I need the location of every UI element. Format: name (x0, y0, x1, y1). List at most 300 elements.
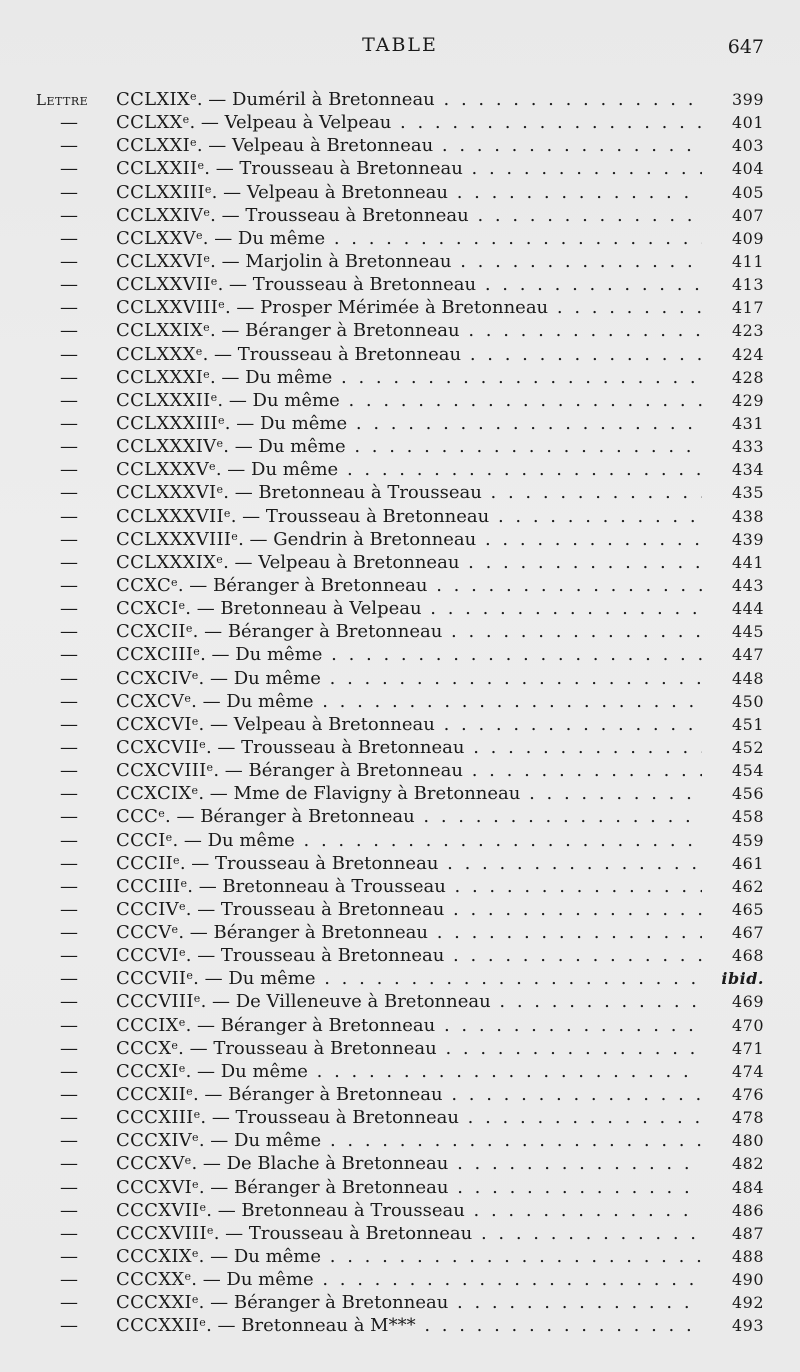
ordinal-suffix: e (199, 1200, 207, 1214)
letter-number (116, 830, 172, 851)
toc-entry (36, 829, 764, 852)
letter-number (116, 945, 186, 966)
entry-title (116, 990, 702, 1013)
letter-number (116, 1177, 199, 1198)
page-reference: 431 (731, 413, 764, 433)
ditto-dash: — (60, 1153, 78, 1175)
correspondents: . — Du même (198, 1246, 322, 1268)
toc-entry (36, 1152, 764, 1175)
roman-numeral: CCLXXXII (116, 389, 211, 411)
page-reference: 411 (731, 251, 764, 271)
letter-number (116, 552, 223, 573)
roman-numeral: CCCXIV (116, 1130, 193, 1152)
ditto-dash: — (60, 1246, 78, 1268)
entry-title (116, 319, 702, 342)
toc-entry (36, 528, 764, 551)
toc-entry (36, 1314, 764, 1337)
page-reference: 448 (731, 668, 764, 688)
correspondents: . — Bretonneau à Trousseau (187, 875, 446, 897)
page-reference: ibid. (721, 969, 764, 989)
page-reference: 488 (731, 1247, 764, 1267)
ordinal-suffix: e (203, 251, 211, 265)
entry-title (116, 88, 702, 111)
series-word: Lettre (36, 91, 89, 109)
letter-number (116, 482, 223, 503)
ditto-dash: — (60, 1060, 78, 1082)
page-reference: 474 (731, 1061, 764, 1081)
ditto-dash: — (60, 366, 78, 388)
ditto-dash: — (60, 412, 78, 434)
ditto-dash: — (60, 343, 78, 365)
letter-number (116, 390, 217, 411)
letter-number (116, 760, 213, 781)
roman-numeral: CCLXXXIX (116, 551, 217, 573)
ordinal-suffix: e (192, 1131, 199, 1145)
ordinal-suffix: e (195, 228, 203, 242)
toc-entry (36, 204, 764, 227)
letter-number (116, 783, 198, 804)
ditto-dash: — (60, 1315, 78, 1337)
ordinal-suffix: e (171, 575, 178, 589)
entry-title (116, 875, 702, 898)
roman-numeral: CCXCVII (116, 736, 200, 758)
entry-title (116, 805, 702, 828)
ordinal-suffix: e (165, 830, 173, 844)
ditto-dash: — (60, 1199, 78, 1221)
ditto-dash: — (60, 551, 78, 573)
entry-title (116, 1129, 702, 1152)
entry-title (116, 157, 702, 180)
ordinal-suffix: e (223, 506, 231, 520)
page-reference: 468 (731, 946, 764, 966)
page-reference: 484 (731, 1177, 764, 1197)
ordinal-suffix: e (184, 1270, 192, 1284)
ordinal-suffix: e (171, 923, 179, 937)
table-of-contents (36, 88, 764, 1338)
page-reference: 441 (731, 552, 764, 572)
letter-number (116, 668, 199, 689)
ditto-dash: — (60, 644, 78, 666)
toc-entry (36, 551, 764, 574)
roman-numeral: CCCXXI (116, 1292, 192, 1314)
roman-numeral: CCCIX (116, 1014, 179, 1036)
correspondents: . — Béranger à Bretonneau (192, 1084, 443, 1106)
toc-entry (36, 250, 764, 273)
letter-number (116, 1061, 186, 1082)
roman-numeral: CCCXI (116, 1060, 179, 1082)
ditto-dash: — (60, 829, 78, 851)
toc-entry (36, 1199, 764, 1222)
toc-entry (36, 1060, 764, 1083)
page-number: 647 (727, 36, 764, 58)
roman-numeral: CCLXXXVI (116, 482, 217, 504)
toc-entry (36, 227, 764, 250)
correspondents: . — Du même (198, 1130, 322, 1152)
toc-entry (36, 157, 764, 180)
ordinal-suffix: e (171, 1038, 179, 1052)
entry-title (116, 181, 702, 204)
correspondents: . — Velpeau à Bretonneau (223, 551, 460, 573)
roman-numeral: CCXC (116, 574, 172, 596)
letter-number (116, 991, 201, 1012)
toc-entry (36, 1129, 764, 1152)
ordinal-suffix: e (195, 344, 203, 358)
correspondents: . — Prosper Mérimée à Bretonneau (224, 297, 549, 319)
correspondents: . — Trousseau à Bretonneau (217, 274, 477, 296)
entry-title (116, 921, 702, 944)
letter-number (116, 806, 165, 827)
toc-entry (36, 1014, 764, 1037)
correspondents: . — Béranger à Bretonneau (198, 1292, 449, 1314)
page-reference: 433 (731, 437, 764, 457)
letter-number (116, 205, 210, 226)
entry-title (116, 1245, 702, 1268)
letter-number (116, 922, 178, 943)
entry-title (116, 690, 702, 713)
ditto-dash: — (60, 713, 78, 735)
page-reference: 462 (731, 876, 764, 896)
ditto-dash: — (60, 760, 78, 782)
ditto-dash: — (60, 135, 78, 157)
letter-number (116, 320, 210, 341)
roman-numeral: CCXCV (116, 690, 185, 712)
page-reference: 447 (731, 645, 764, 665)
letter-number (116, 1269, 191, 1290)
page-reference: 459 (731, 830, 764, 850)
roman-numeral: CCLXXI (116, 135, 191, 157)
page-reference: 456 (731, 784, 764, 804)
correspondents: . — Béranger à Bretonneau (185, 1014, 436, 1036)
letter-number (116, 1153, 191, 1174)
toc-entry (36, 343, 764, 366)
ordinal-suffix: e (158, 807, 166, 821)
letter-number (116, 714, 199, 735)
correspondents: . — Trousseau à Bretonneau (200, 1107, 459, 1129)
ditto-dash: — (60, 852, 78, 874)
toc-entry (36, 852, 764, 875)
toc-entry (36, 319, 764, 342)
toc-entry (36, 1037, 764, 1060)
correspondents: . — Trousseau à Bretonneau (178, 1037, 437, 1059)
toc-entry (36, 875, 764, 898)
correspondents: . — Du même (223, 436, 346, 458)
roman-numeral: CCCXIII (116, 1107, 194, 1129)
ditto-dash: — (60, 204, 78, 226)
toc-entry (36, 713, 764, 736)
ordinal-suffix: e (178, 946, 186, 960)
ordinal-suffix: e (210, 390, 218, 404)
roman-numeral: CCLXXXV (116, 459, 210, 481)
letter-number (116, 1315, 206, 1336)
page-reference: 445 (731, 622, 764, 642)
ordinal-suffix: e (186, 969, 194, 983)
page-reference: 471 (731, 1038, 764, 1058)
toc-entry (36, 667, 764, 690)
page-reference: 476 (731, 1085, 764, 1105)
letter-number (116, 297, 225, 318)
correspondents: . — Du même (185, 1060, 308, 1082)
letter-number (116, 853, 180, 874)
ditto-dash: — (60, 181, 78, 203)
entry-title (116, 343, 702, 366)
roman-numeral: CCCXVI (116, 1176, 193, 1198)
roman-numeral: CCLXXXIII (116, 412, 218, 434)
entry-title (116, 620, 702, 643)
correspondents: . — Velpeau à Velpeau (189, 112, 392, 134)
roman-numeral: CCLXXV (116, 227, 196, 249)
letter-number (116, 344, 203, 365)
ditto-dash: — (60, 1014, 78, 1036)
correspondents: . — Velpeau à Bretonneau (198, 713, 435, 735)
page-reference: 490 (731, 1270, 764, 1290)
roman-numeral: CCC (116, 806, 159, 828)
ordinal-suffix: e (217, 413, 225, 427)
correspondents: . — Trousseau à Bretonneau (185, 945, 445, 967)
ditto-dash: — (60, 227, 78, 249)
page-reference: 480 (731, 1131, 764, 1151)
ordinal-suffix: e (185, 622, 193, 636)
toc-entry (36, 1176, 764, 1199)
roman-numeral: CCLXXII (116, 158, 198, 180)
toc-entry (36, 690, 764, 713)
letter-number (116, 644, 200, 665)
roman-numeral: CCLXXIII (116, 181, 205, 203)
correspondents: . — Du même (200, 644, 323, 666)
ordinal-suffix: e (191, 668, 199, 682)
ordinal-suffix: e (178, 599, 186, 613)
roman-numeral: CCCV (116, 922, 172, 944)
ordinal-suffix: e (191, 1293, 199, 1307)
ordinal-suffix: e (190, 90, 197, 103)
entry-title (116, 1083, 702, 1106)
page-reference: 458 (731, 807, 764, 827)
correspondents: . — Trousseau à Bretonneau (230, 505, 490, 527)
series-label (36, 88, 114, 112)
toc-entry (36, 1291, 764, 1314)
roman-numeral: CCLXXXVII (116, 505, 224, 527)
roman-numeral: CCLXXIV (116, 204, 204, 226)
entry-title (116, 643, 702, 666)
ditto-dash: — (60, 1130, 78, 1152)
letter-number (116, 112, 189, 133)
toc-entry (36, 898, 764, 921)
ditto-dash: — (60, 898, 78, 920)
page-reference: 465 (731, 899, 764, 919)
entry-title (116, 389, 702, 412)
entry-title (116, 1314, 702, 1337)
entry-title (116, 967, 702, 990)
entry-title (116, 829, 702, 852)
correspondents: . — Du même (191, 1269, 314, 1291)
entry-title (116, 250, 702, 273)
letter-number (116, 876, 187, 897)
letter-number (116, 1292, 199, 1313)
roman-numeral: CCCX (116, 1037, 172, 1059)
page-reference: 428 (731, 367, 764, 387)
ordinal-suffix: e (206, 761, 214, 775)
roman-numeral: CCCXV (116, 1153, 185, 1175)
entry-title (116, 852, 702, 875)
ordinal-suffix: e (184, 1154, 192, 1168)
entry-title (116, 528, 702, 551)
toc-entry (36, 111, 764, 134)
ordinal-suffix: e (193, 992, 201, 1006)
letter-number (116, 1015, 186, 1036)
toc-entry (36, 181, 764, 204)
correspondents: . — Mme de Flavigny à Bretonneau (198, 783, 521, 805)
correspondents: . — Du même (217, 389, 340, 411)
page-reference: 403 (731, 136, 764, 156)
letter-number (116, 251, 210, 272)
page-reference: 451 (731, 714, 764, 734)
letter-number (116, 1200, 206, 1221)
ordinal-suffix: e (191, 784, 199, 798)
entry-title (116, 204, 702, 227)
ordinal-suffix: e (191, 1247, 199, 1261)
toc-entry (36, 921, 764, 944)
page-reference: 423 (731, 321, 764, 341)
entry-title (116, 1037, 702, 1060)
letter-number (116, 182, 212, 203)
page-reference: 409 (731, 228, 764, 248)
roman-numeral: CCCVI (116, 945, 179, 967)
page-reference: 405 (731, 182, 764, 202)
toc-entry (36, 597, 764, 620)
letter-number (116, 228, 203, 249)
ordinal-suffix: e (178, 1015, 186, 1029)
ordinal-suffix: e (173, 853, 180, 867)
correspondents: . — Gendrin à Bretonneau (238, 528, 477, 550)
toc-entry (36, 412, 764, 435)
entry-title (116, 1176, 702, 1199)
ordinal-suffix: e (191, 714, 199, 728)
correspondents: . — Béranger à Bretonneau (165, 806, 415, 828)
correspondents: . — Du même (215, 459, 339, 481)
letter-number (116, 968, 193, 989)
ditto-dash: — (60, 297, 78, 319)
correspondents: . — Du même (193, 968, 316, 990)
roman-numeral: CCCXX (116, 1269, 185, 1291)
page-reference: 454 (731, 761, 764, 781)
roman-numeral: CCXCI (116, 598, 179, 620)
correspondents: . — Béranger à Bretonneau (177, 574, 428, 596)
letter-number (116, 506, 231, 527)
correspondents: . — Trousseau à Bretonneau (210, 204, 469, 226)
page-reference: 478 (731, 1108, 764, 1128)
correspondents: . — Trousseau à Bretonneau (205, 736, 465, 758)
letter-number (116, 1107, 200, 1128)
roman-numeral: CCCI (116, 829, 166, 851)
correspondents: . — Trousseau à Bretonneau (185, 898, 445, 920)
entry-title (116, 296, 702, 319)
roman-numeral: CCCXII (116, 1084, 187, 1106)
roman-numeral: CCXCIII (116, 644, 194, 666)
ordinal-suffix: e (186, 1085, 193, 1099)
correspondents: . — Béranger à Bretonneau (178, 922, 428, 944)
ordinal-suffix: e (184, 691, 192, 705)
ordinal-suffix: e (216, 437, 224, 451)
entry-title (116, 713, 702, 736)
entry-title (116, 1014, 702, 1037)
ditto-dash: — (60, 274, 78, 296)
ditto-dash: — (60, 783, 78, 805)
entry-title (116, 1060, 702, 1083)
page-reference: 487 (731, 1223, 764, 1243)
entry-title (116, 597, 702, 620)
toc-entry (36, 296, 764, 319)
toc-entry (36, 990, 764, 1013)
correspondents: . — Du même (224, 412, 348, 434)
ditto-dash: — (60, 158, 78, 180)
toc-entry (36, 759, 764, 782)
correspondents: . — Velpeau à Bretonneau (196, 135, 434, 157)
correspondents: . — Trousseau à Bretonneau (213, 1222, 473, 1244)
letter-number (116, 598, 185, 619)
roman-numeral: CCCII (116, 852, 174, 874)
toc-entry (36, 1106, 764, 1129)
correspondents: . — De Blache à Bretonneau (191, 1153, 449, 1175)
entry-title (116, 111, 702, 134)
roman-numeral: CCLXXXVIII (116, 528, 232, 550)
page-reference: 413 (731, 275, 764, 295)
entry-title (116, 1106, 702, 1129)
entry-title (116, 1199, 702, 1222)
roman-numeral: CCXCVI (116, 713, 192, 735)
letter-number (116, 737, 206, 758)
page-reference: 493 (731, 1316, 764, 1336)
ditto-dash: — (60, 690, 78, 712)
ditto-dash: — (60, 1037, 78, 1059)
entry-title (116, 574, 702, 597)
entry-title (116, 366, 702, 389)
letter-number (116, 274, 218, 295)
ditto-dash: — (60, 945, 78, 967)
ordinal-suffix: e (178, 899, 186, 913)
toc-entry (36, 944, 764, 967)
toc-entry (36, 481, 764, 504)
ditto-dash: — (60, 922, 78, 944)
page-reference: 467 (731, 923, 764, 943)
correspondents: . — Trousseau à Bretonneau (179, 852, 439, 874)
correspondents: . — Du même (172, 829, 295, 851)
correspondents: . — De Villeneuve à Bretonneau (200, 991, 491, 1013)
roman-numeral: CCLXX (116, 112, 183, 134)
roman-numeral: CCCIII (116, 875, 181, 897)
ditto-dash: — (60, 1222, 78, 1244)
ordinal-suffix: e (182, 113, 190, 127)
letter-number (116, 1246, 199, 1267)
correspondents: . — Du même (202, 227, 326, 249)
ditto-dash: — (60, 991, 78, 1013)
ditto-dash: — (60, 598, 78, 620)
toc-entry (36, 736, 764, 759)
roman-numeral: CCCVIII (116, 991, 194, 1013)
roman-numeral: CCXCII (116, 621, 186, 643)
ditto-dash: — (60, 320, 78, 342)
correspondents: . — Trousseau à Bretonneau (204, 158, 463, 180)
entry-title (116, 227, 702, 250)
toc-entry (36, 1245, 764, 1268)
entry-title (116, 1268, 702, 1291)
toc-entry (36, 1222, 764, 1245)
page-reference: 401 (731, 113, 764, 133)
ditto-dash: — (60, 1107, 78, 1129)
letter-number (116, 459, 216, 480)
letter-number (116, 621, 193, 642)
ordinal-suffix: e (178, 1061, 186, 1075)
toc-entry (36, 389, 764, 412)
ditto-dash: — (60, 1084, 78, 1106)
